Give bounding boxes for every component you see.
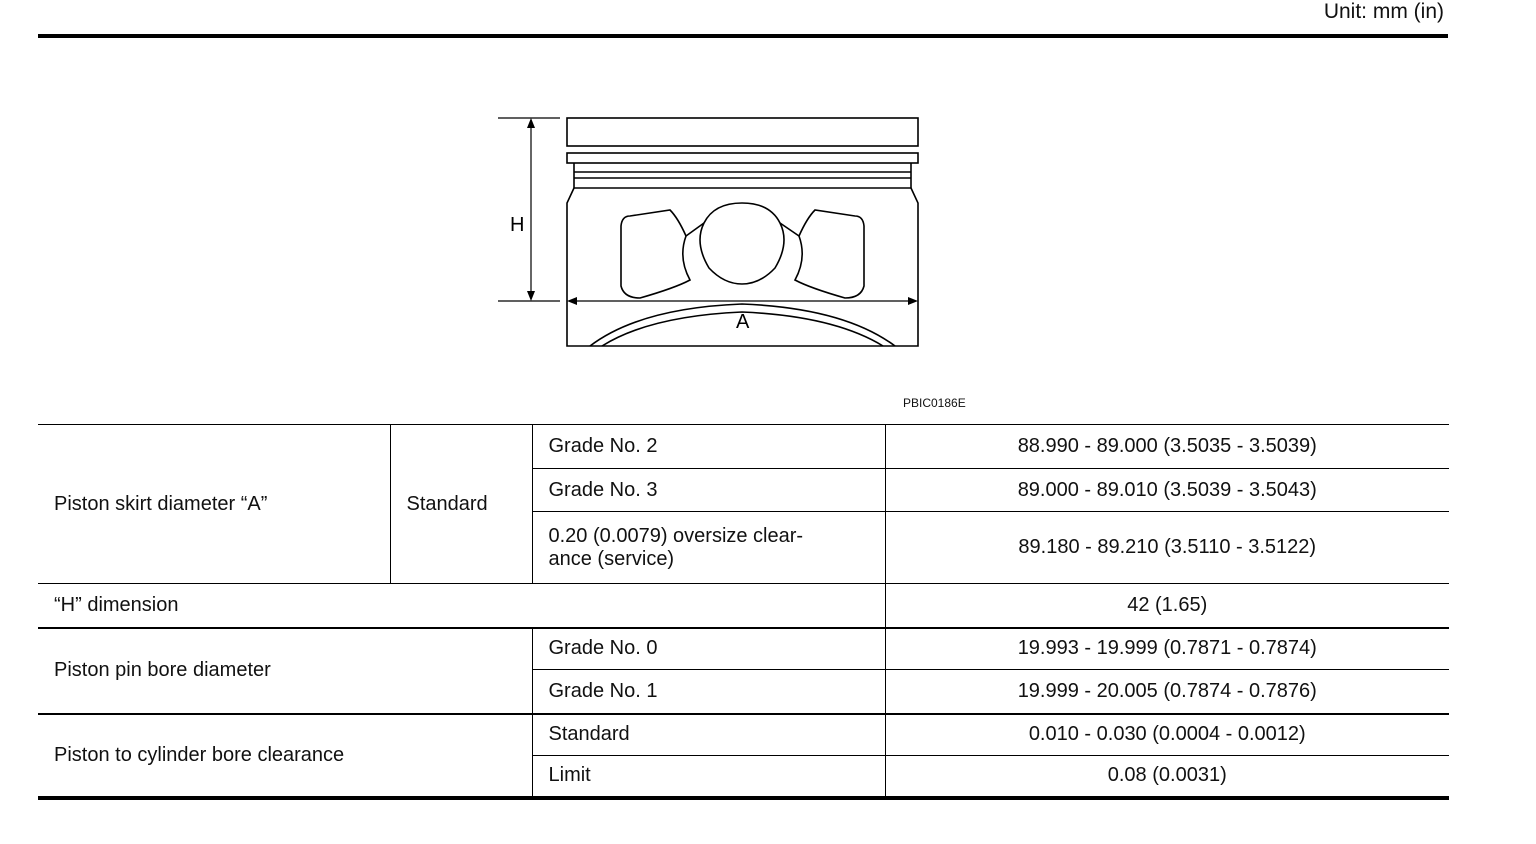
a-dim-label: A	[736, 311, 750, 333]
value-cell: 0.08 (0.0031)	[885, 756, 1449, 798]
value-cell: 42 (1.65)	[885, 584, 1449, 628]
value-cell: 89.180 - 89.210 (3.5110 - 3.5122)	[885, 512, 1449, 584]
table-row	[38, 425, 1449, 469]
grade-cell: Grade No. 1	[532, 670, 885, 714]
piston-spec-table	[38, 424, 1449, 800]
skirt-standard-label: Standard	[390, 425, 532, 584]
grade-cell: Grade No. 0	[532, 628, 885, 670]
table-row	[38, 628, 1449, 670]
table-row	[38, 584, 1449, 628]
ring-land-second	[567, 153, 918, 163]
clearance-label: Piston to cylinder bore clearance	[38, 714, 532, 798]
grade-line: ance (service)	[548, 547, 675, 570]
value-cell: 19.999 - 20.005 (0.7874 - 0.7876)	[885, 670, 1449, 714]
grade-line: 0.20 (0.0079) oversize clear-	[548, 524, 804, 547]
value-cell: 89.000 - 89.010 (3.5039 - 3.5043)	[885, 469, 1449, 512]
grade-cell: Standard	[532, 714, 885, 756]
value-cell: 88.990 - 89.000 (3.5035 - 3.5039)	[885, 425, 1449, 469]
top-rule	[38, 34, 1448, 38]
grade-cell	[532, 512, 885, 584]
value-cell: 0.010 - 0.030 (0.0004 - 0.0012)	[885, 714, 1449, 756]
h-dim-label: H	[510, 214, 525, 236]
piston-diagram	[490, 108, 930, 358]
grade-cell: Limit	[532, 756, 885, 798]
grade-cell: Grade No. 3	[532, 469, 885, 512]
table-row	[38, 714, 1449, 756]
grade-cell: Grade No. 2	[532, 425, 885, 469]
figure-code: PBIC0186E	[903, 396, 966, 410]
unit-label: Unit: mm (in)	[1323, 0, 1444, 23]
pin-bore-label: Piston pin bore diameter	[54, 659, 271, 681]
ring-land-top	[567, 118, 918, 146]
h-dimension-label: “H” dimension	[54, 593, 179, 616]
skirt-diameter-label: Piston skirt diameter “A”	[54, 492, 268, 515]
value-cell: 19.993 - 19.999 (0.7871 - 0.7874)	[885, 628, 1449, 670]
